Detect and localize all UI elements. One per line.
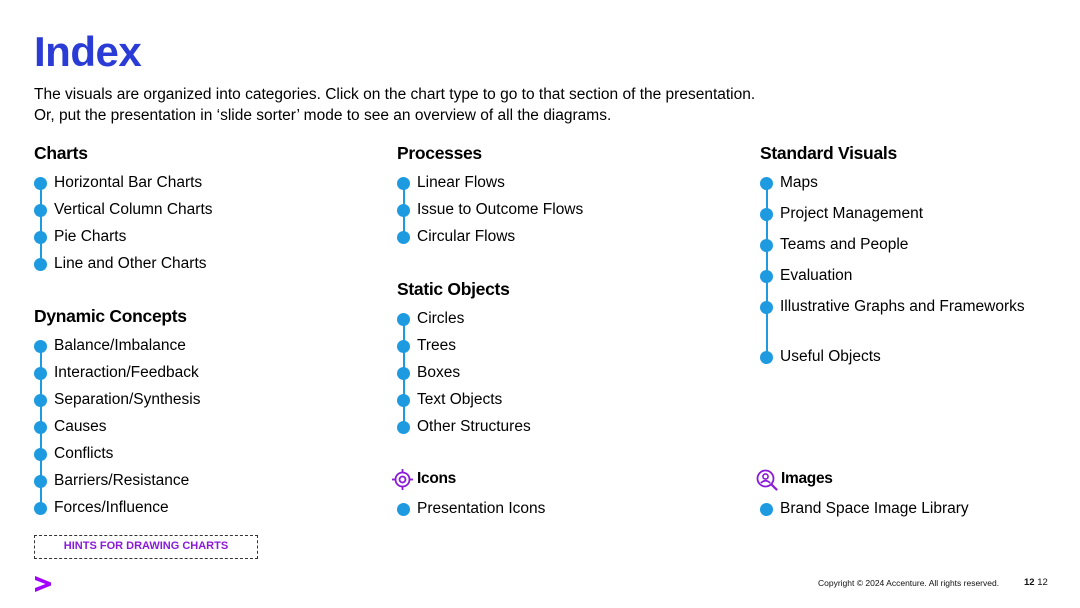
section-images: [755, 468, 969, 522]
bullet-dot: [760, 208, 773, 221]
section-processes: [397, 142, 583, 250]
bullet-dot: [397, 421, 410, 434]
page-number-bold: 12: [1024, 577, 1035, 588]
page-number: [1024, 577, 1048, 588]
link-barriers-resistance[interactable]: Barriers/Resistance: [34, 467, 200, 494]
bullet-dot: [34, 258, 47, 271]
section-heading-images-row: [755, 468, 969, 490]
charts-list: [34, 169, 213, 277]
link-circular-flows[interactable]: Circular Flows: [397, 223, 583, 250]
link-line-and-other-charts[interactable]: Line and Other Charts: [34, 250, 213, 277]
intro-line-2: Or, put the presentation in ‘slide sorter’ mode to see an overview of all the diagrams.: [34, 107, 612, 124]
link-evaluation[interactable]: Evaluation: [760, 262, 1025, 293]
link-balance-imbalance[interactable]: Balance/Imbalance: [34, 332, 200, 359]
bullet-dot: [397, 367, 410, 380]
bullet-dot: [397, 204, 410, 217]
accenture-logo-icon: [33, 574, 53, 594]
bullet-dot: [760, 239, 773, 252]
link-brand-space-image-library[interactable]: Brand Space Image Library: [760, 495, 969, 522]
bullet-dot: [34, 421, 47, 434]
link-text-objects[interactable]: Text Objects: [397, 386, 531, 413]
link-maps[interactable]: Maps: [760, 169, 1025, 200]
section-heading-dynamic-concepts: Dynamic Concepts: [34, 306, 187, 326]
image-search-icon: [755, 468, 778, 491]
bullet-dot: [397, 313, 410, 326]
section-heading-charts: Charts: [34, 143, 88, 163]
bullet-dot: [760, 177, 773, 190]
standard-visuals-list: [760, 169, 1025, 370]
section-standard-visuals: [760, 142, 1025, 370]
section-heading-icons-row: [391, 468, 545, 490]
section-dynamic-concepts: [34, 305, 200, 521]
intro-text: [34, 84, 934, 126]
bullet-dot: [34, 204, 47, 217]
link-presentation-icons[interactable]: Presentation Icons: [397, 495, 545, 522]
icons-list: [397, 495, 545, 522]
bullet-dot: [760, 503, 773, 516]
bullet-dot: [397, 394, 410, 407]
bullet-dot: [760, 270, 773, 283]
dynamic-concepts-list: [34, 332, 200, 521]
section-heading-processes: Processes: [397, 143, 482, 163]
intro-line-1: The visuals are organized into categories. Click on the chart type to go to that section of the presentation.: [34, 86, 756, 103]
link-other-structures[interactable]: Other Structures: [397, 413, 531, 440]
link-useful-objects[interactable]: Useful Objects: [760, 343, 1025, 370]
section-static-objects: [397, 278, 531, 440]
link-circles[interactable]: Circles: [397, 305, 531, 332]
section-icons: [391, 468, 545, 522]
section-heading-standard-visuals: Standard Visuals: [760, 143, 897, 163]
bullet-dot: [34, 448, 47, 461]
bullet-dot: [34, 394, 47, 407]
link-illustrative-graphs-and-frameworks[interactable]: Illustrative Graphs and Frameworks: [760, 293, 1025, 343]
bullet-dot: [760, 301, 773, 314]
processes-list: [397, 169, 583, 250]
section-charts: [34, 142, 213, 277]
bullet-dot: [397, 231, 410, 244]
link-interaction-feedback[interactable]: Interaction/Feedback: [34, 359, 200, 386]
bullet-dot: [760, 351, 773, 364]
hints-for-drawing-charts-button[interactable]: HINTS FOR DRAWING CHARTS: [34, 535, 258, 559]
link-boxes[interactable]: Boxes: [397, 359, 531, 386]
bullet-dot: [397, 503, 410, 516]
link-teams-and-people[interactable]: Teams and People: [760, 231, 1025, 262]
link-separation-synthesis[interactable]: Separation/Synthesis: [34, 386, 200, 413]
target-icon: [391, 468, 414, 491]
link-pie-charts[interactable]: Pie Charts: [34, 223, 213, 250]
link-horizontal-bar-charts[interactable]: Horizontal Bar Charts: [34, 169, 213, 196]
bullet-dot: [34, 340, 47, 353]
section-heading-static-objects: Static Objects: [397, 279, 510, 299]
link-trees[interactable]: Trees: [397, 332, 531, 359]
link-conflicts[interactable]: Conflicts: [34, 440, 200, 467]
bullet-dot: [397, 177, 410, 190]
link-vertical-column-charts[interactable]: Vertical Column Charts: [34, 196, 213, 223]
link-causes[interactable]: Causes: [34, 413, 200, 440]
bullet-dot: [34, 502, 47, 515]
copyright-text: Copyright © 2024 Accenture. All rights reserved.: [818, 578, 1000, 588]
link-issue-to-outcome-flows[interactable]: Issue to Outcome Flows: [397, 196, 583, 223]
section-heading-images: Images: [781, 470, 833, 487]
images-list: [760, 495, 969, 522]
bullet-dot: [397, 340, 410, 353]
section-heading-icons: Icons: [417, 470, 456, 487]
bullet-dot: [34, 231, 47, 244]
bullet-dot: [34, 367, 47, 380]
link-project-management[interactable]: Project Management: [760, 200, 1025, 231]
static-objects-list: [397, 305, 531, 440]
link-linear-flows[interactable]: Linear Flows: [397, 169, 583, 196]
bullet-dot: [34, 475, 47, 488]
page-number-plain: 12: [1037, 577, 1048, 588]
bullet-dot: [34, 177, 47, 190]
link-forces-influence[interactable]: Forces/Influence: [34, 494, 200, 521]
page-title: Index: [34, 28, 142, 75]
